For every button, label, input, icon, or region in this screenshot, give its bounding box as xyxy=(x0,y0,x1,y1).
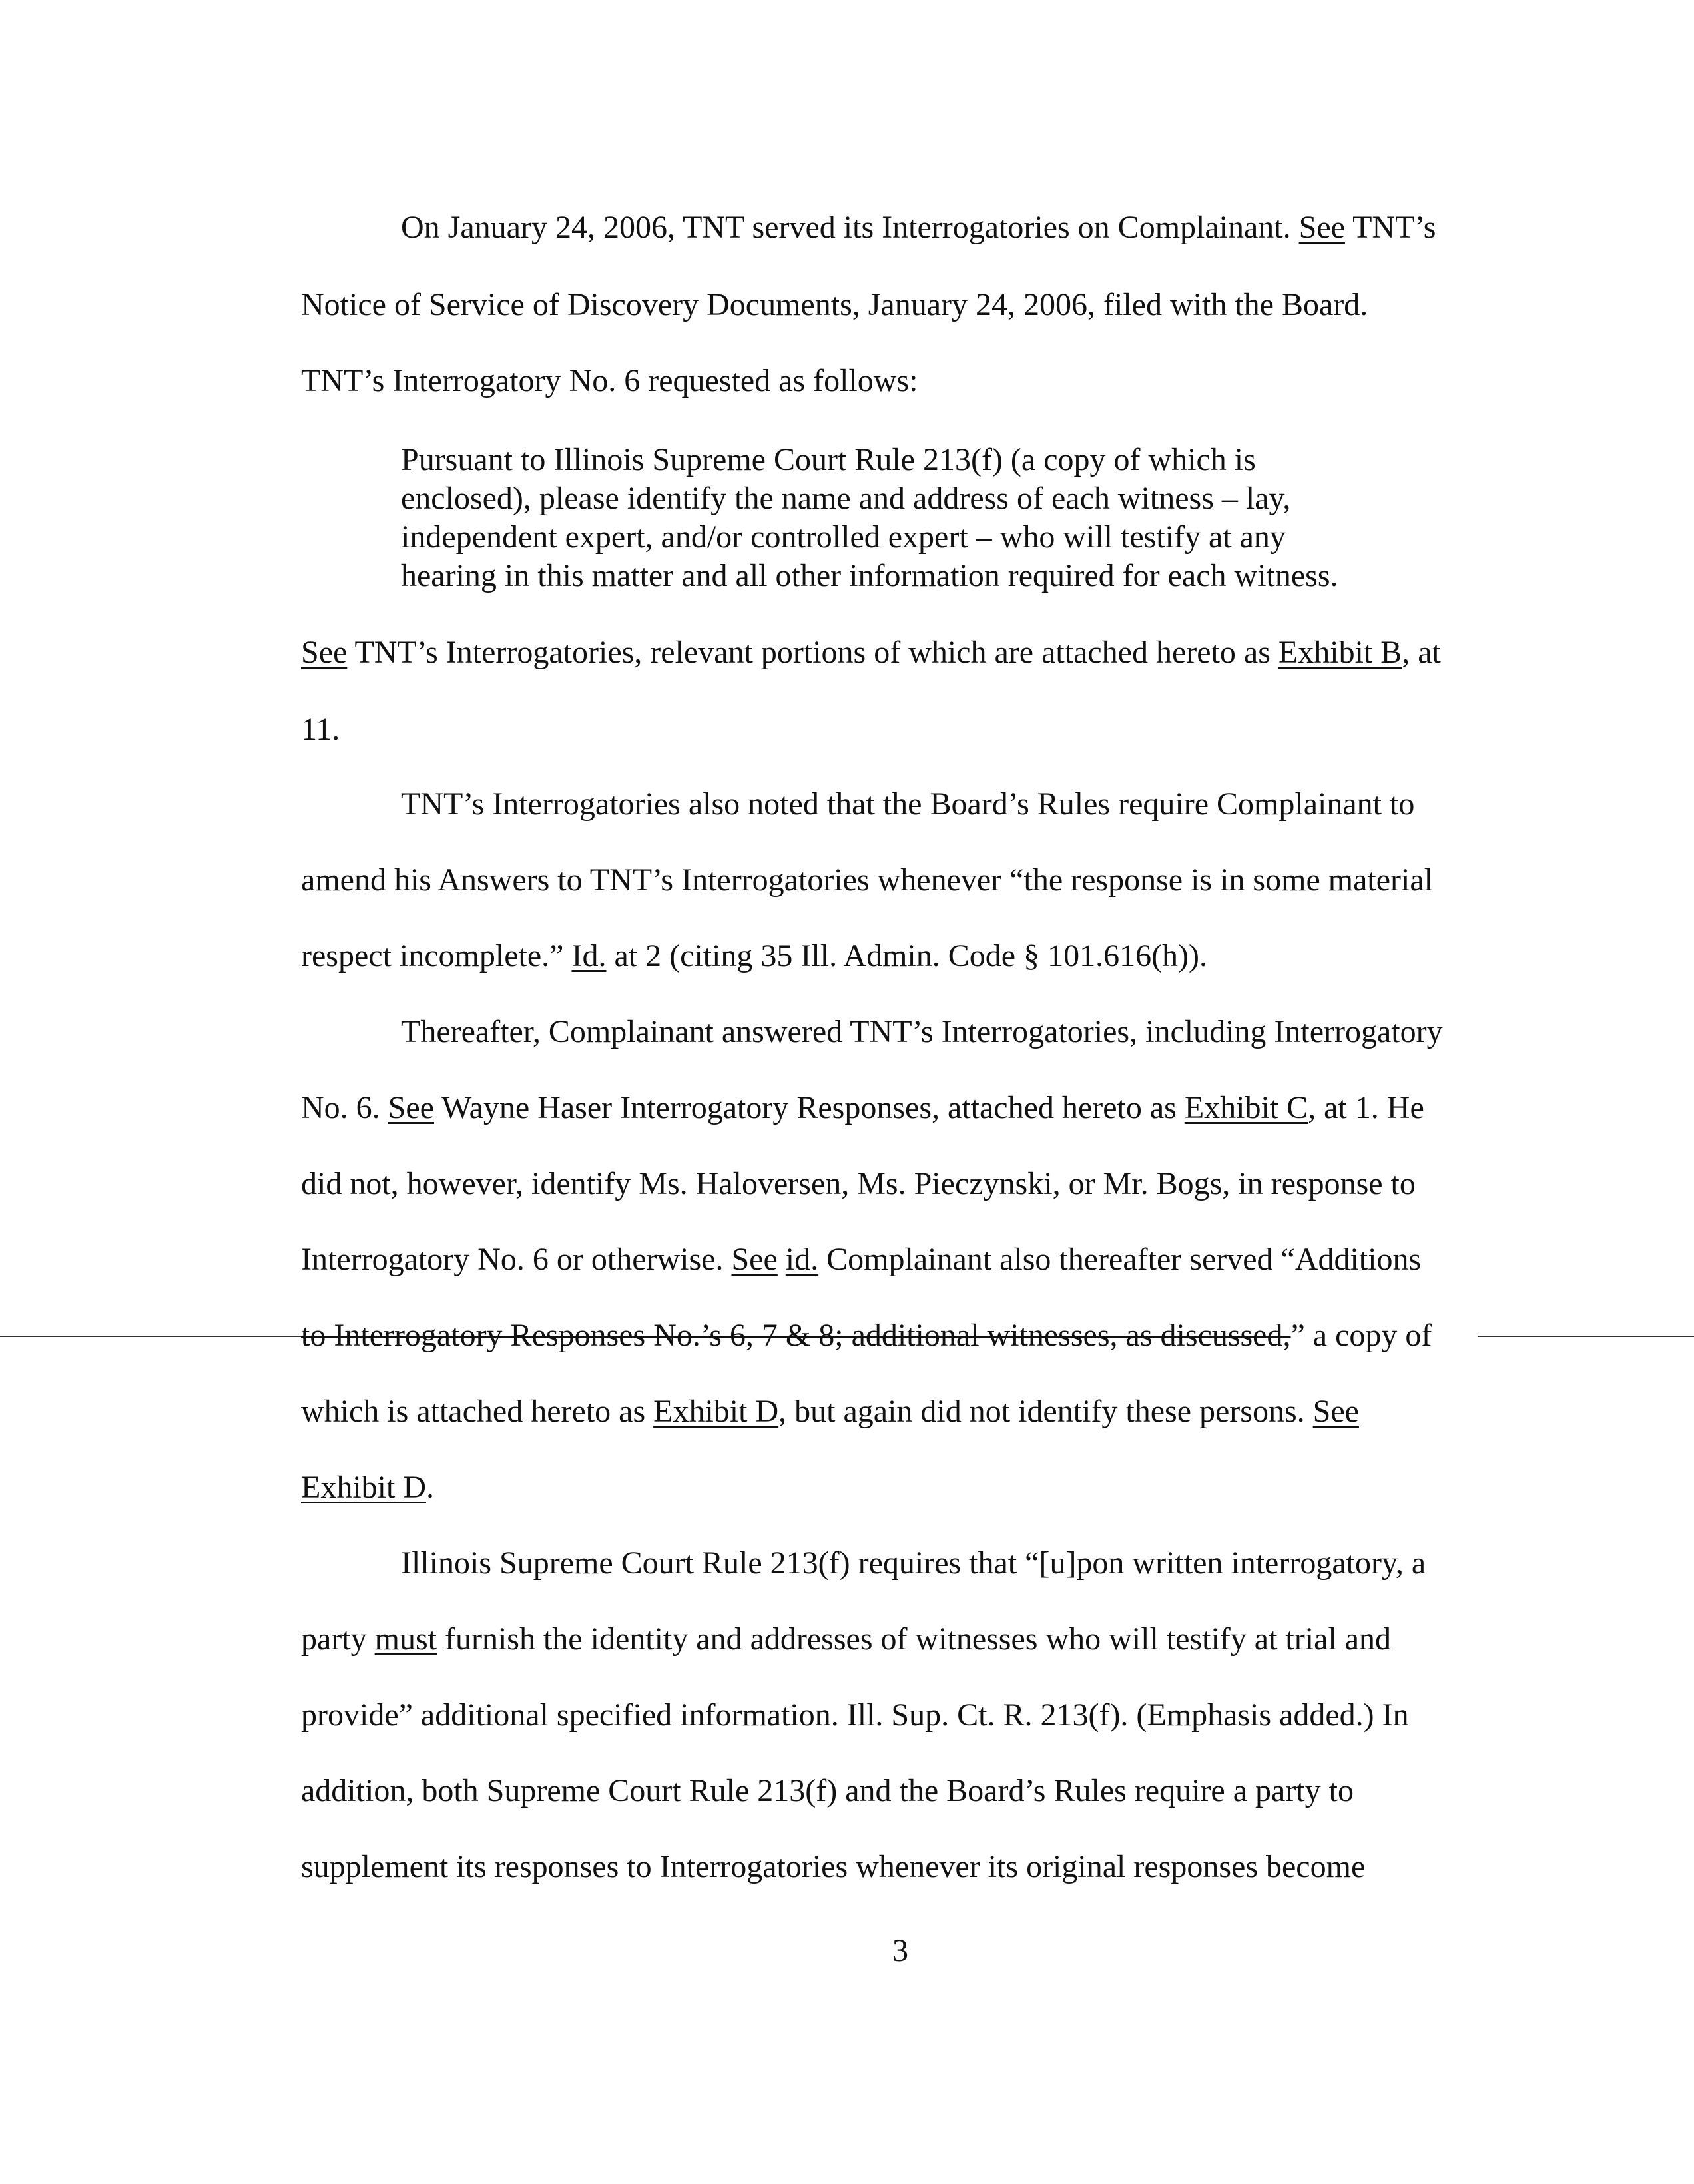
paragraph-4-line-4 xyxy=(301,1240,1421,1280)
paragraph-5-line-3: provide” additional specified information. Ill. Sup. Ct. R. 213(f). (Emphasis added.) In xyxy=(301,1697,1409,1733)
paragraph-3-line-1: TNT’s Interrogatories also noted that the Board’s Rules require Complainant to xyxy=(401,786,1415,822)
exhibit-b-reference: Exhibit B xyxy=(1278,635,1402,670)
paragraph-2-line-2: 11. xyxy=(301,712,340,747)
text: furnish the identity and addresses of witnesses who will testify at trial and xyxy=(436,1621,1392,1657)
scan-artifact-line-left xyxy=(0,1336,301,1337)
paragraph-4-line-7 xyxy=(301,1468,434,1507)
text: TNT’s xyxy=(1344,210,1436,245)
text: Interrogatory No. 6 or otherwise. xyxy=(301,1242,732,1277)
block-quote-line-2: enclosed), please identify the name and address of each witness – lay, xyxy=(401,481,1291,516)
paragraph-4-line-2 xyxy=(301,1088,1424,1128)
see-signal: See xyxy=(388,1090,434,1125)
text xyxy=(778,1242,786,1277)
text: On January 24, 2006, TNT served its Interrogatories on Complainant. xyxy=(401,210,1299,245)
exhibit-d-reference: Exhibit D xyxy=(653,1394,779,1429)
paragraph-2-line-1 xyxy=(301,633,1441,673)
exhibit-c-reference: Exhibit C xyxy=(1184,1090,1308,1125)
paragraph-5-line-4: addition, both Supreme Court Rule 213(f) and the Board’s Rules require a party to xyxy=(301,1773,1354,1808)
text: respect incomplete.” xyxy=(301,938,572,973)
paragraph-1-line-2: Notice of Service of Discovery Documents, January 24, 2006, filed with the Board. xyxy=(301,287,1368,322)
text: , at xyxy=(1402,635,1441,670)
exhibit-d-reference: Exhibit D xyxy=(301,1470,426,1505)
text: ” a copy of xyxy=(1290,1318,1432,1353)
paragraph-4-line-1: Thereafter, Complainant answered TNT’s Interrogatories, including Interrogatory xyxy=(401,1014,1443,1049)
block-quote-line-1: Pursuant to Illinois Supreme Court Rule 213(f) (a copy of which is xyxy=(401,442,1256,477)
page-number: 3 xyxy=(892,1933,908,1968)
text: at 2 (citing 35 Ill. Admin. Code § 101.616(h)). xyxy=(606,938,1208,973)
text: , at 1. He xyxy=(1308,1090,1424,1125)
paragraph-4-line-5 xyxy=(301,1316,1432,1356)
text: Complainant also thereafter served “Additions xyxy=(818,1242,1422,1277)
paragraph-5-line-2 xyxy=(301,1619,1391,1659)
emphasized-must: must xyxy=(374,1621,437,1657)
paragraph-5-line-5: supplement its responses to Interrogatories whenever its original responses become xyxy=(301,1849,1366,1884)
paragraph-4-line-3: did not, however, identify Ms. Haloversen, Ms. Pieczynski, or Mr. Bogs, in response to xyxy=(301,1166,1416,1201)
paragraph-3-line-3 xyxy=(301,936,1207,976)
text: , but again did not identify these persons. xyxy=(778,1394,1313,1429)
text: Wayne Haser Interrogatory Responses, attached hereto as xyxy=(433,1090,1185,1125)
paragraph-5-line-1: Illinois Supreme Court Rule 213(f) requires that “[u]pon written interrogatory, a xyxy=(401,1545,1426,1581)
text: . xyxy=(426,1470,434,1505)
text: No. 6. xyxy=(301,1090,388,1125)
see-signal: See xyxy=(301,635,348,670)
id-citation: id. xyxy=(785,1242,819,1277)
text: which is attached hereto as xyxy=(301,1394,654,1429)
paragraph-1-line-3: TNT’s Interrogatory No. 6 requested as follows: xyxy=(301,363,918,398)
block-quote-line-3: independent expert, and/or controlled expert – who will testify at any xyxy=(401,519,1286,555)
see-signal: See xyxy=(731,1242,778,1277)
paragraph-4-line-6 xyxy=(301,1392,1359,1432)
see-signal: See xyxy=(1298,210,1345,245)
see-signal: See xyxy=(1312,1394,1359,1429)
text: TNT’s Interrogatories, relevant portions of which are attached hereto as xyxy=(347,635,1278,670)
struck-through-text: to Interrogatory Responses No.’s 6, 7 & 8; additional witnesses, as discussed, xyxy=(301,1318,1291,1353)
scan-artifact-line-right xyxy=(1478,1336,1694,1337)
block-quote-line-4: hearing in this matter and all other information required for each witness. xyxy=(401,558,1338,593)
text: party xyxy=(301,1621,375,1657)
id-citation: Id. xyxy=(571,938,607,973)
paragraph-1-line-1 xyxy=(401,208,1436,248)
paragraph-3-line-2: amend his Answers to TNT’s Interrogatories whenever “the response is in some material xyxy=(301,862,1433,898)
